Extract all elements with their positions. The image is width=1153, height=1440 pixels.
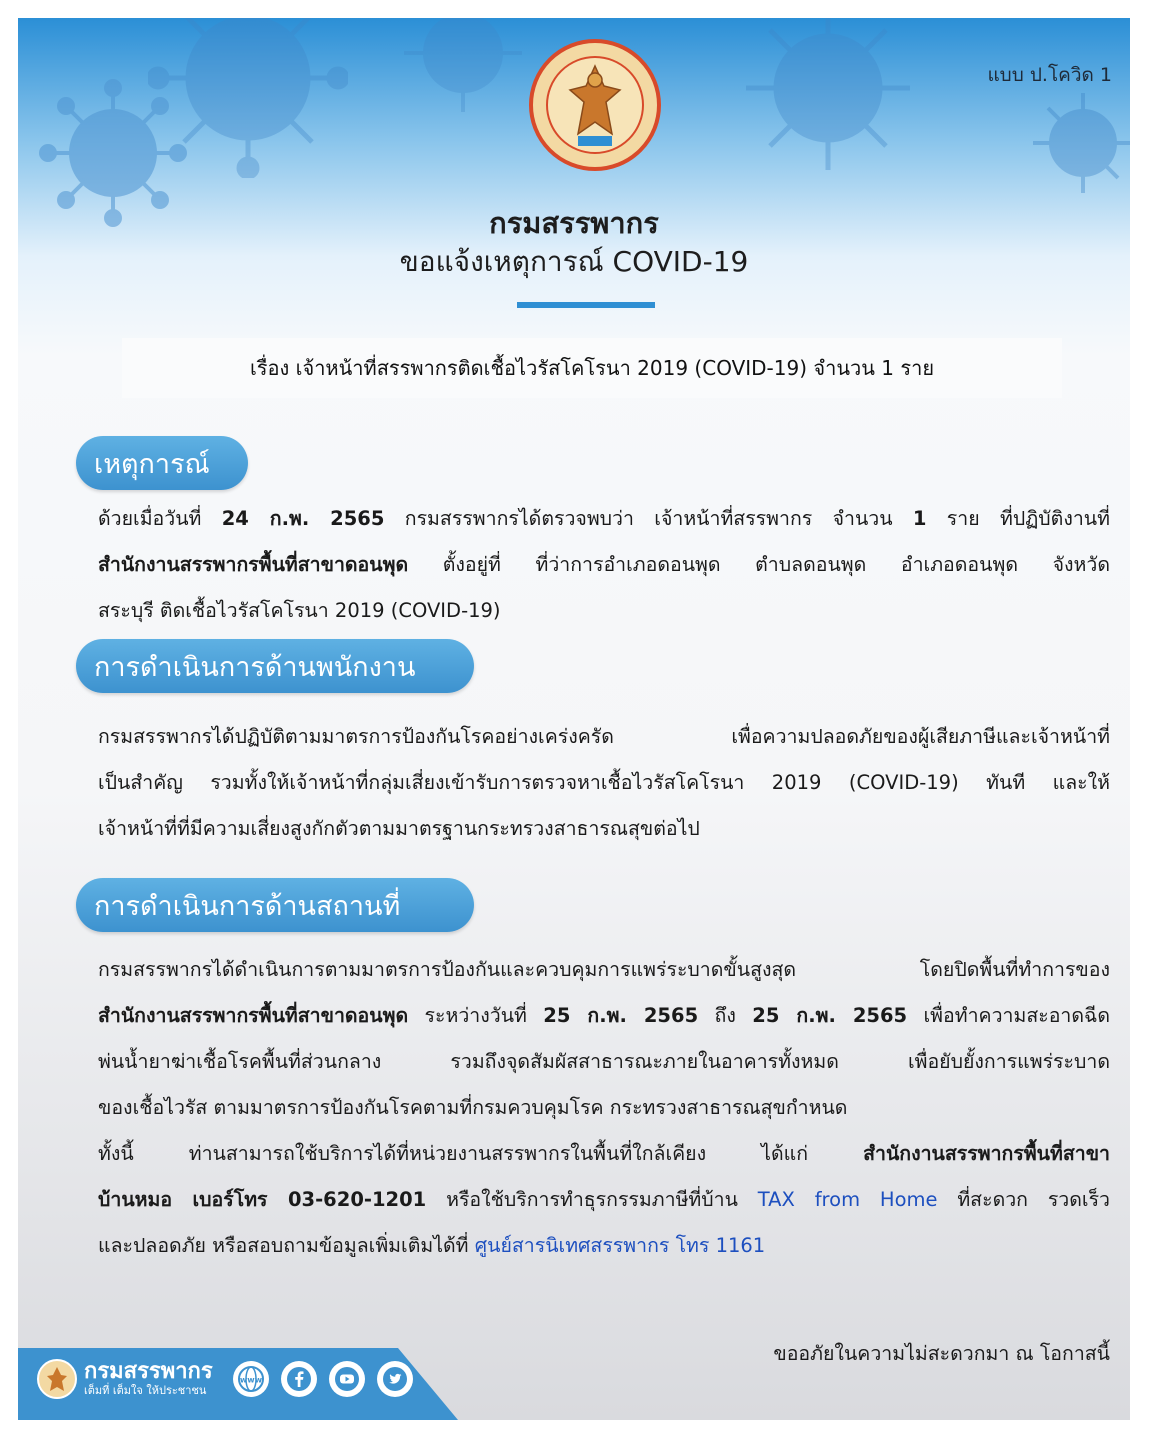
page-title: กรมสรรพากร (489, 206, 659, 240)
premises-line-1: กรมสรรพากรได้ดำเนินการตามมาตรการป้องกันและควบคุมการแพร่ระบาดขั้นสูงสุด โดยปิดพื้นที่ทำการของ (98, 958, 1110, 981)
footer-org-name: กรมสรรพากร (84, 1359, 213, 1384)
virus-illustration-far-right (1028, 88, 1130, 198)
incident-paragraph (98, 496, 1110, 634)
youtube-icon[interactable] (329, 1361, 365, 1397)
virus-illustration-center (398, 18, 528, 118)
footer-slogan: เต็มที่ เต็มใจ ให้ประชาชน (84, 1384, 207, 1397)
premises-paragraph (98, 947, 1110, 1269)
form-code: แบบ ป.โควิด 1 (987, 64, 1112, 86)
apology-text: ขออภัยในความไม่สะดวกมา ณ โอกาสนี้ (773, 1342, 1110, 1365)
information-center-link[interactable]: ศูนย์สารนิเทศสรรพากร โทร 1161 (474, 1234, 766, 1257)
alternate-office: สำนักงานสรรพากรพื้นที่สาขา (863, 1142, 1110, 1165)
announcement-page (18, 18, 1130, 1420)
svg-text:www: www (239, 1375, 262, 1385)
premises-line-4: ของเชื้อไวรัส ตามมาตรการป้องกันโรคตามที่กรมควบคุมโรค กระทรวงสาธารณสุขกำหนด (98, 1096, 848, 1119)
incident-office: สำนักงานสรรพากรพื้นที่สาขาดอนพุด (98, 553, 409, 576)
premises-line-5: ทั้งนี้ ท่านสามารถใช้บริการได้ที่หน่วยงานสรรพากรในพื้นที่ใกล้เคียง ได้แก่ สำนักงานสรรพากรพื้นที่สาขา (98, 1142, 1110, 1165)
section-heading-premises: การดำเนินการด้านสถานที่ (76, 878, 474, 932)
page-subtitle: ขอแจ้งเหตุการณ์ COVID-19 (399, 245, 749, 278)
footer-logo-icon (36, 1358, 78, 1400)
incident-line-2: สำนักงานสรรพากรพื้นที่สาขาดอนพุด ตั้งอยู่ที่ ที่ว่าการอำเภอดอนพุด ตำบลดอนพุด อำเภอดอนพุด จังหวัด (98, 553, 1110, 576)
closure-end-date: 25 ก.พ. 2565 (752, 1004, 908, 1027)
virus-illustration-top-left (148, 18, 348, 178)
tax-from-home-link[interactable]: TAX from Home (757, 1188, 938, 1211)
staff-line-2: เป็นสำคัญ รวมทั้งให้เจ้าหน้าที่กลุ่มเสี่ยงเข้ารับการตรวจหาเชื้อไวรัสโคโรนา 2019 (COVID-19) ทันที และให้ (98, 771, 1110, 794)
incident-line-3: สระบุรี ติดเชื้อไวรัสโคโรนา 2019 (COVID-19) (98, 599, 501, 622)
section-heading-incident: เหตุการณ์ (76, 436, 248, 490)
facebook-icon[interactable] (281, 1361, 317, 1397)
www-icon[interactable] (233, 1361, 269, 1397)
premises-line-6: บ้านหมอ เบอร์โทร 03-620-1201 หรือใช้บริการทำธุรกรรมภาษีที่บ้าน TAX from Home ที่สะดวก รวดเร็ว (98, 1188, 1110, 1211)
twitter-icon[interactable] (377, 1361, 413, 1397)
revenue-department-seal (528, 38, 662, 172)
staff-line-3: เจ้าหน้าที่ที่มีความเสี่ยงสูงกักตัวตามมาตรฐานกระทรวงสาธารณสุขต่อไป (98, 817, 700, 840)
staff-paragraph (98, 714, 1110, 852)
premises-line-2: สำนักงานสรรพากรพื้นที่สาขาดอนพุด ระหว่างวันที่ 25 ก.พ. 2565 ถึง 25 ก.พ. 2565 เพื่อทำความสะอาดฉีด (98, 1004, 1110, 1027)
footer-text (84, 1360, 213, 1398)
footer-branding (36, 1358, 413, 1400)
title-divider (517, 302, 655, 308)
incident-date: 24 ก.พ. 2565 (221, 507, 385, 530)
premises-line-3: พ่นน้ำยาฆ่าเชื้อโรคพื้นที่ส่วนกลาง รวมถึงจุดสัมผัสสาธารณะภายในอาคารทั้งหมด เพื่อยับยั้งการแพร่ระบาด (98, 1050, 1110, 1073)
section-heading-staff: การดำเนินการด้านพนักงาน (76, 639, 474, 693)
alternate-office-phone: บ้านหมอ เบอร์โทร 03-620-1201 (98, 1188, 427, 1211)
virus-illustration-right (738, 18, 918, 178)
premises-office: สำนักงานสรรพากรพื้นที่สาขาดอนพุด (98, 1004, 409, 1027)
subject-line (122, 338, 1062, 398)
incident-count: 1 (912, 507, 927, 530)
premises-line-7: และปลอดภัย หรือสอบถามข้อมูลเพิ่มเติมได้ที่ ศูนย์สารนิเทศสรรพากร โทร 1161 (98, 1234, 766, 1257)
incident-line-1: ด้วยเมื่อวันที่ 24 ก.พ. 2565 กรมสรรพากรได้ตรวจพบว่า เจ้าหน้าที่สรรพากร จำนวน 1 ราย ที่ปฏิบัติงานที่ (98, 507, 1110, 530)
closure-start-date: 25 ก.พ. 2565 (543, 1004, 699, 1027)
subject-text: เรื่อง เจ้าหน้าที่สรรพากรติดเชื้อไวรัสโคโรนา 2019 (COVID-19) จำนวน 1 ราย (249, 356, 935, 380)
staff-line-1: กรมสรรพากรได้ปฏิบัติตามมาตรการป้องกันโรคอย่างเคร่งครัด เพื่อความปลอดภัยของผู้เสียภาษีและเจ้าหน้าที่ (98, 725, 1110, 748)
